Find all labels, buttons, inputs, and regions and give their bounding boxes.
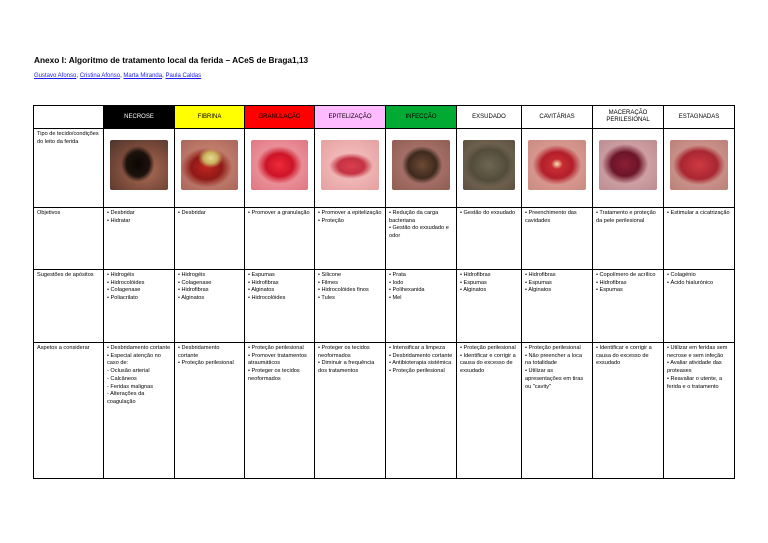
table-cell bbox=[104, 343, 175, 479]
list-item: • Antibioterapia sistémica bbox=[389, 360, 452, 367]
bullet-list bbox=[460, 345, 518, 376]
list-item: • Utilizar em feridas sem necrose e sem infeção bbox=[667, 345, 728, 359]
list-item: • Espumas bbox=[525, 279, 552, 286]
column-header: EPITELIZAÇÃO bbox=[315, 106, 386, 129]
list-item: • Alginatos bbox=[248, 287, 275, 294]
list-item: • Hidrofibras bbox=[178, 287, 209, 294]
list-item: • Colagenase bbox=[107, 287, 141, 294]
list-item: • Proteção perilesional bbox=[460, 345, 516, 351]
list-item: • Colagénio bbox=[667, 272, 696, 278]
objectives-row bbox=[34, 208, 735, 270]
list-item: • Avaliar atividade das proteases bbox=[667, 360, 722, 375]
author-link[interactable]: Gustavo Afonso bbox=[34, 73, 77, 79]
list-item: • Espumas bbox=[248, 272, 275, 278]
list-item: • Proteção perilesional bbox=[389, 368, 445, 375]
list-item: • Hidrocolóides finos bbox=[318, 287, 369, 294]
list-item: • Desbridamento cortante bbox=[389, 352, 453, 359]
list-item: • Proteção bbox=[318, 217, 344, 224]
table-cell bbox=[593, 343, 664, 479]
list-item: • Gestão do exsudado bbox=[460, 210, 516, 216]
list-item: • Poliacrilato bbox=[107, 295, 138, 302]
list-item: • Hidrogéis bbox=[107, 272, 135, 278]
image-cell bbox=[457, 129, 522, 208]
list-item: • Prata bbox=[389, 272, 406, 278]
list-item: • Proteger os tecidos neoformados bbox=[248, 368, 300, 382]
author-link[interactable]: Cristina Afonso bbox=[79, 73, 121, 79]
table-cell bbox=[245, 343, 315, 479]
table-cell bbox=[104, 208, 175, 270]
table-cell bbox=[245, 270, 315, 343]
table-cell bbox=[593, 270, 664, 343]
bullet-list bbox=[525, 272, 589, 295]
bullet-list bbox=[318, 210, 382, 225]
list-item: • Identificar e corrigir a causa do excesso de exsudado bbox=[596, 345, 652, 367]
list-item: • Iodo bbox=[389, 279, 404, 286]
bullet-list bbox=[248, 210, 311, 218]
list-item: • Promover a epitelização bbox=[318, 210, 382, 216]
table-cell bbox=[664, 343, 735, 479]
wound-photo bbox=[392, 140, 450, 190]
column-header: NECROSE bbox=[104, 106, 175, 129]
bullet-list bbox=[667, 345, 731, 391]
list-item: • Silicone bbox=[318, 272, 342, 278]
list-item: • Filmes bbox=[318, 279, 338, 286]
row-label: Aspetos a considerar bbox=[34, 343, 104, 479]
list-item: • Colagenase bbox=[178, 279, 212, 286]
list-item: • Promover tratamentos atraumáticos bbox=[248, 352, 307, 367]
table-cell bbox=[386, 343, 457, 479]
table-cell bbox=[593, 208, 664, 270]
column-header: CAVITÁRIAS bbox=[522, 106, 593, 129]
row-label: Sugestões de apósitos bbox=[34, 270, 104, 343]
bullet-list bbox=[596, 210, 660, 225]
list-item: • Alginatos bbox=[525, 287, 552, 294]
bullet-list bbox=[389, 272, 453, 303]
table-cell bbox=[664, 208, 735, 270]
list-item: - Alterações da coagulação bbox=[107, 391, 145, 406]
list-item: • Especial atenção no caso de: bbox=[107, 352, 161, 367]
list-item: • Preenchimento das cavidades bbox=[525, 210, 577, 224]
table-cell bbox=[175, 208, 245, 270]
list-item: • Espumas bbox=[460, 279, 487, 286]
table-cell bbox=[315, 343, 386, 479]
list-item: - Oclusão arterial bbox=[107, 368, 150, 375]
image-cell bbox=[104, 129, 175, 208]
image-cell bbox=[245, 129, 315, 208]
bullet-list bbox=[596, 272, 660, 295]
image-cell bbox=[386, 129, 457, 208]
list-item: • Hidrocolóides bbox=[107, 279, 145, 286]
considerations-row bbox=[34, 343, 735, 479]
list-item: • Proteger os tecidos neoformados bbox=[318, 345, 370, 359]
list-item: • Hidrogéis bbox=[178, 272, 206, 278]
bullet-list bbox=[248, 345, 311, 384]
bullet-list bbox=[107, 210, 171, 225]
table-cell bbox=[457, 270, 522, 343]
author-list: Gustavo Afonso, Cristina Afonso, Marta Miranda, Paula Caldas bbox=[34, 73, 202, 79]
table-cell bbox=[315, 208, 386, 270]
bullet-list bbox=[667, 272, 731, 287]
list-item: • Ácido hialurónico bbox=[667, 279, 714, 286]
bullet-list bbox=[389, 345, 453, 376]
wound-photo bbox=[670, 140, 728, 190]
list-item: • Alginatos bbox=[178, 295, 205, 302]
list-item: - Feridas malignas bbox=[107, 383, 154, 390]
bullet-list bbox=[178, 345, 241, 368]
list-item: • Tules bbox=[318, 295, 335, 302]
bullet-list bbox=[107, 272, 171, 303]
column-header: EXSUDADO bbox=[457, 106, 522, 129]
list-item: • Desbridar bbox=[178, 210, 206, 216]
list-item: • Redução da carga bacteriana bbox=[389, 210, 439, 224]
wound-treatment-table bbox=[33, 105, 735, 479]
table-cell bbox=[457, 343, 522, 479]
column-header: INFECÇÃO bbox=[386, 106, 457, 129]
bullet-list bbox=[667, 210, 731, 218]
list-item: • Copolímero de acrílico bbox=[596, 272, 656, 278]
list-item: • Não preencher a loca na totalidade bbox=[525, 352, 582, 367]
table-cell bbox=[522, 208, 593, 270]
bullet-list bbox=[318, 345, 382, 376]
image-cell bbox=[664, 129, 735, 208]
bullet-list bbox=[460, 272, 518, 295]
list-item: • Intensificar a limpeza bbox=[389, 345, 446, 351]
wound-photo bbox=[599, 140, 657, 190]
list-item: • Hidrofibras bbox=[248, 279, 279, 286]
bullet-list bbox=[389, 210, 453, 241]
column-header: MACERAÇÃO PERILESIONAL bbox=[593, 106, 664, 129]
bullet-list bbox=[318, 272, 382, 303]
column-header: FIBRINA bbox=[175, 106, 245, 129]
list-item: • Proteção perilesional bbox=[178, 360, 234, 367]
image-row bbox=[34, 129, 735, 208]
dressings-row bbox=[34, 270, 735, 343]
image-cell bbox=[522, 129, 593, 208]
list-item: • Polihexanida bbox=[389, 287, 425, 294]
row-label: Objetivos bbox=[34, 208, 104, 270]
list-item: - Calcâneos bbox=[107, 375, 137, 382]
table-cell bbox=[664, 270, 735, 343]
bullet-list bbox=[107, 345, 171, 407]
table-cell bbox=[522, 270, 593, 343]
bullet-list bbox=[248, 272, 311, 303]
wound-photo bbox=[321, 140, 379, 190]
wound-photo bbox=[463, 140, 515, 190]
list-item: • Proteção perilesional bbox=[525, 345, 581, 351]
image-cell bbox=[175, 129, 245, 208]
list-item: • Hidrofibras bbox=[460, 272, 491, 278]
table-cell bbox=[386, 270, 457, 343]
bullet-list bbox=[525, 345, 589, 391]
list-item: • Mel bbox=[389, 295, 402, 302]
list-item: • Alginatos bbox=[460, 287, 487, 294]
image-cell bbox=[315, 129, 386, 208]
column-header: GRANULAÇÃO bbox=[245, 106, 315, 129]
image-cell bbox=[593, 129, 664, 208]
table-cell bbox=[315, 270, 386, 343]
header-corner bbox=[34, 106, 104, 129]
table-cell bbox=[175, 270, 245, 343]
list-item: • Desbridar bbox=[107, 210, 135, 216]
list-item: • Promover a granulação bbox=[248, 210, 310, 216]
list-item: • Hidrocolóides bbox=[248, 295, 286, 302]
column-header: ESTAGNADAS bbox=[664, 106, 735, 129]
table-cell bbox=[386, 208, 457, 270]
list-item: • Desbridamento cortante bbox=[178, 345, 220, 359]
list-item: • Desbridamento cortante bbox=[107, 345, 171, 351]
table-cell bbox=[457, 208, 522, 270]
list-item: • Estimular a cicatrização bbox=[667, 210, 730, 216]
row-label: Tipo de tecido/condições do leito da ferida bbox=[34, 129, 104, 208]
table-cell bbox=[522, 343, 593, 479]
bullet-list bbox=[178, 272, 241, 303]
table-cell bbox=[175, 343, 245, 479]
bullet-list bbox=[460, 210, 518, 218]
bullet-list bbox=[525, 210, 589, 225]
bullet-list bbox=[178, 210, 241, 218]
wound-photo bbox=[528, 140, 586, 190]
table-cell bbox=[104, 270, 175, 343]
list-item: • Espumas bbox=[596, 287, 623, 294]
wound-photo bbox=[181, 140, 238, 190]
author-link[interactable]: Paula Caldas bbox=[165, 73, 202, 79]
header-row bbox=[34, 106, 735, 129]
author-link[interactable]: Marta Miranda bbox=[123, 73, 163, 79]
list-item: • Tratamento e proteção da pele perilesional bbox=[596, 210, 656, 224]
list-item: • Hidrofibras bbox=[596, 279, 627, 286]
page-title: Anexo I: Algoritmo de tratamento local da ferida – ACeS de Braga1,13 bbox=[34, 55, 309, 65]
wound-photo bbox=[110, 140, 168, 190]
list-item: • Reavaliar o utente, a ferida e o tratamento bbox=[667, 375, 723, 390]
list-item: • Diminuir a frequência dos tratamentos bbox=[318, 360, 375, 375]
list-item: • Hidratar bbox=[107, 217, 131, 224]
list-item: • Hidrofibras bbox=[525, 272, 556, 278]
list-item: • Gestão do exsudado e odor bbox=[389, 225, 449, 240]
list-item: • Utilizar as apresentações em tiras ou "cavity" bbox=[525, 368, 584, 390]
wound-photo bbox=[251, 140, 308, 190]
list-item: • Identificar e corrigir a causa do excesso de exsudado bbox=[460, 352, 516, 375]
table-cell bbox=[245, 208, 315, 270]
list-item: • Proteção perilesional bbox=[248, 345, 304, 351]
bullet-list bbox=[596, 345, 660, 368]
